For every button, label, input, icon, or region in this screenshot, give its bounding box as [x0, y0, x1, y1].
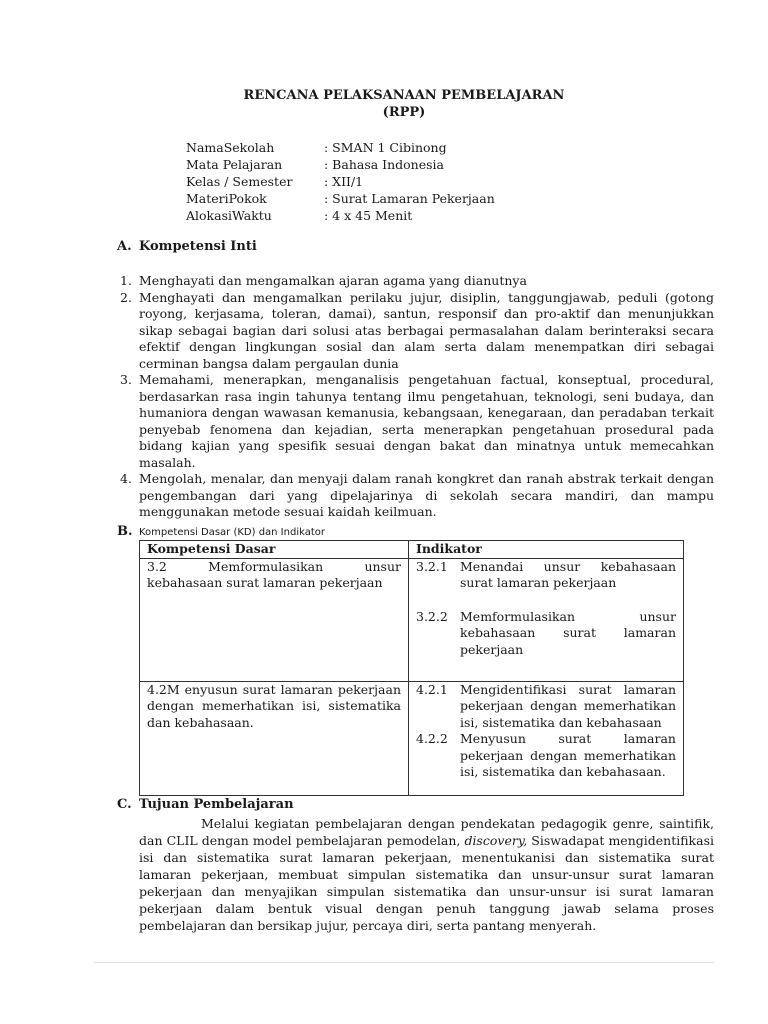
paragraph-text: Melalui kegiatan pembelajaran dengan pendekatan pedagogik genre, saintifik, dan CLIL dengan model pembelajaran pemodelan, [139, 816, 714, 848]
indicator [416, 559, 676, 592]
indicator [416, 609, 676, 659]
indicator-number: 4.2.1 [416, 681, 448, 697]
identity-row [186, 173, 495, 190]
document-title: RENCANA PELAKSANAAN PEMBELAJARAN [243, 88, 565, 103]
section-title: Kompetensi Dasar (KD) dan Indikator [139, 527, 325, 538]
indicator-text: Menyusun surat lamaran pekerjaan dengan memerhatikan isi, sistematika dan kebahasaan. [460, 731, 676, 779]
indicator-text: Menandai unsur kebahasaan surat lamaran pekerjaan [460, 558, 676, 590]
document-subtitle: (RPP) [382, 105, 426, 120]
indicator [416, 731, 676, 781]
indicator-number: 4.2.2 [416, 731, 448, 746]
list-number: 2. [120, 289, 132, 305]
identity-block [186, 139, 495, 224]
identity-row [186, 190, 495, 207]
list-text: Menghayati dan mengamalkan perilaku jujur, disiplin, tanggungjawab, peduli (gotong royong, kerjasama, toleran, damai), santun, responsif dan pro-aktif dan menunjukkan sikap sebagai bagian dari solusi atas berbagai permasalahan dalam berinteraksi secara efektif dengan lingkungan sosial dan alam serta dalam menempatkan diri sebagai cerminan bangsa dalam pergaulan dunia [139, 289, 714, 371]
identity-value: : XII/1 [324, 174, 364, 189]
table-row [140, 681, 684, 795]
table-header: Indikator [409, 541, 684, 559]
list-number: 3. [120, 372, 132, 387]
paragraph-text: Siswadapat mengidentifikasi isi dan sistematika surat lamaran pekerjaan, menentukanisi dan sistematika surat lamaran pekerjaan, membuat simpulan sistematika dan unsur-unsur surat lamaran pekerjaan dan menyajikan simpulan sistematika dan unsur-unsur isi surat lamaran pekerjaan dalam bentuk visual dengan penuh tanggung jawab selama proses pembelajaran dan bersikap jujur, percaya diri, serta pantang menyerah. [139, 833, 714, 933]
list-item [120, 372, 714, 471]
identity-value: : SMAN 1 Cibinong [324, 140, 447, 155]
table-cell [409, 558, 684, 681]
section-b-heading [117, 524, 139, 539]
section-letter: A. [117, 239, 132, 254]
indicator-text: Mengidentifikasi surat lamaran pekerjaan dengan memerhatikan isi, sistematika dan kebahasaan [460, 681, 676, 730]
indicator [416, 682, 676, 732]
list-text: Mengolah, menalar, dan menyaji dalam ranah kongkret dan ranah abstrak terkait dengan pengembangan dari yang dipelajarinya di sekolah secara mandiri, dan mampu menggunakan metode sesuai kaidah keilmuan. [139, 471, 714, 519]
section-a-heading [117, 239, 257, 254]
section-letter: C. [117, 797, 132, 812]
table-cell [140, 681, 409, 795]
kd-text: 4.2M enyusun surat lamaran pekerjaan dengan memerhatikan isi, sistematika dan kebahasaan. [147, 681, 401, 730]
table-header: Kompetensi Dasar [140, 541, 409, 559]
indicator-number: 3.2.2 [416, 608, 448, 624]
kd-text: 3.2 Memformulasikan unsur kebahasaan surat lamaran pekerjaan [147, 558, 401, 590]
indicator-number: 3.2.1 [416, 558, 448, 574]
table-row [140, 558, 684, 681]
identity-label: AlokasiWaktu [186, 208, 272, 223]
list-text: Menghayati dan mengamalkan ajaran agama yang dianutnya [139, 273, 527, 288]
identity-label: Kelas / Semester [186, 174, 293, 189]
identity-label: MateriPokok [186, 191, 267, 206]
identity-value: : Bahasa Indonesia [324, 157, 444, 172]
section-title: Kompetensi Inti [139, 239, 257, 254]
list-item [120, 273, 714, 290]
identity-value: : 4 x 45 Menit [324, 208, 413, 223]
list-number: 4. [120, 471, 132, 486]
section-c-heading [117, 797, 294, 812]
identity-value: : Surat Lamaran Pekerjaan [324, 191, 495, 206]
page-divider [94, 962, 714, 963]
core-competence-list [120, 273, 714, 521]
identity-label: Mata Pelajaran [186, 157, 283, 172]
table-cell [140, 558, 409, 681]
identity-row [186, 139, 495, 156]
section-letter: B. [117, 524, 133, 539]
table-cell [409, 681, 684, 795]
indicator-text: Memformulasikan unsur kebahasaan surat lamaran pekerjaan [460, 608, 676, 657]
list-number: 1. [120, 273, 132, 288]
identity-label: NamaSekolah [186, 140, 275, 155]
identity-row [186, 156, 495, 173]
learning-objective-paragraph [139, 815, 714, 934]
competence-table [139, 540, 684, 796]
identity-row [186, 207, 495, 224]
section-title: Tujuan Pembelajaran [139, 797, 294, 812]
list-item [120, 290, 714, 373]
table-header-row [140, 541, 684, 559]
paragraph-italic: discovery, [464, 833, 528, 848]
list-text: Memahami, menerapkan, menganalisis pengetahuan factual, konseptual, procedural, berdasarkan rasa ingin tahunya tentang ilmu pengetahuan, teknologi, seni budaya, dan humaniora dengan wawasan kemanusia, kebangsaan, kenegaraan, dan peradaban terkait penyebab fenomena dan kejadian, serta menerapkan pengetahuan prosedural pada bidang kajian yang spesifik sesuai dengan bakat dan minatnya untuk memecahkan masalah. [139, 372, 714, 470]
list-item [120, 471, 714, 521]
